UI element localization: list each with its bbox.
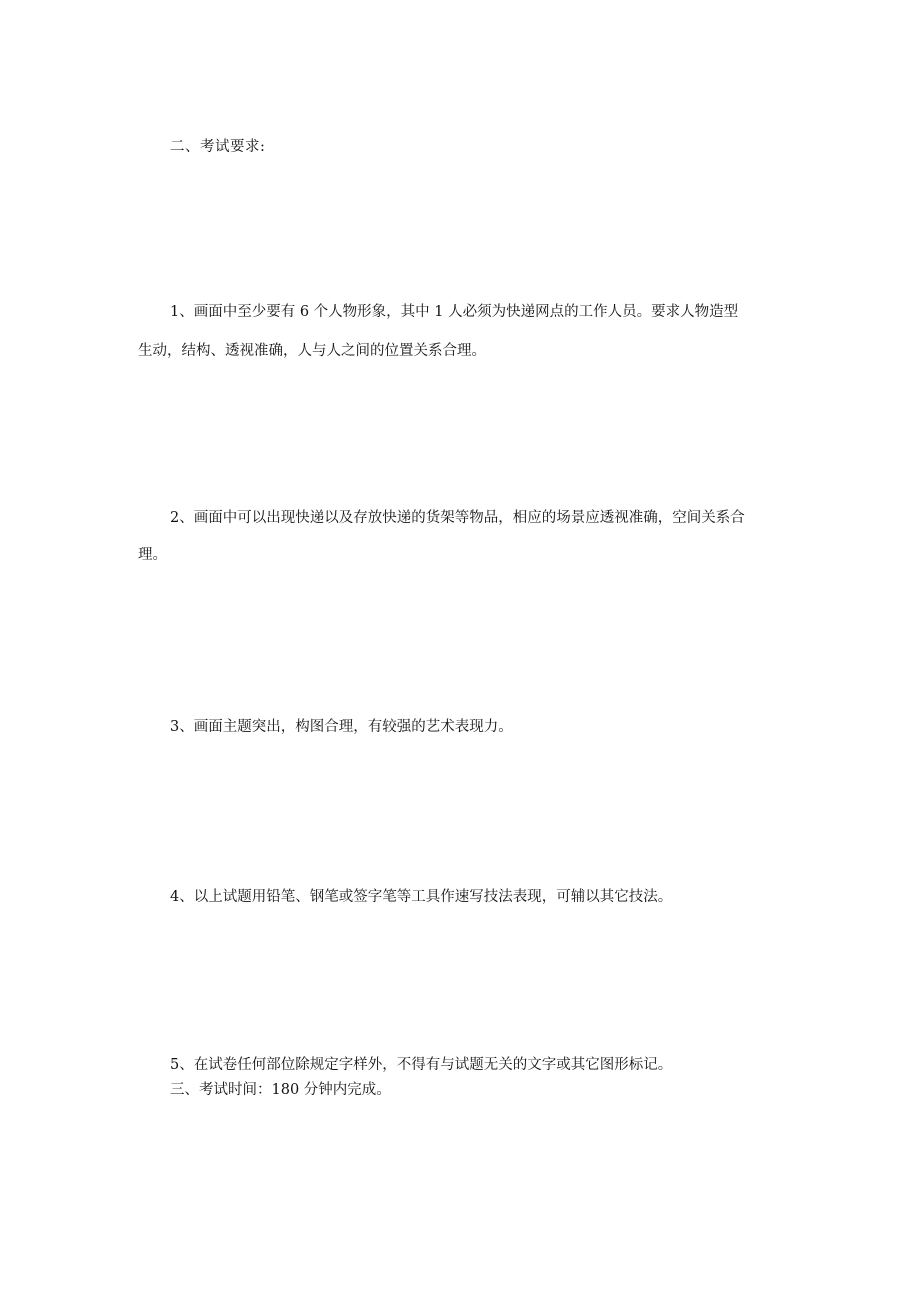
requirement-2-line-1: 2、画面中可以出现快递以及存放快递的货架等物品，相应的场景应透视准确，空间关系合 bbox=[170, 510, 745, 526]
requirement-4: 4、以上试题用铅笔、钢笔或签字笔等工具作速写技法表现，可辅以其它技法。 bbox=[170, 889, 673, 905]
requirement-2-line-2: 理。 bbox=[138, 547, 167, 563]
requirement-1-line-1: 1、画面中至少要有 6 个人物形象，其中 1 人必须为快递网点的工作人员。要求人物造型 bbox=[170, 304, 739, 320]
requirement-3: 3、画面主题突出，构图合理，有较强的艺术表现力。 bbox=[170, 719, 513, 735]
section-two-heading: 二、考试要求: bbox=[170, 139, 266, 155]
requirement-1-line-2: 生动，结构、透视准确，人与人之间的位置关系合理。 bbox=[138, 343, 486, 359]
section-three-exam-time: 三、考试时间：180 分钟内完成。 bbox=[170, 1082, 391, 1098]
requirement-5: 5、在试卷任何部位除规定字样外，不得有与试题无关的文字或其它图形标记。 bbox=[170, 1057, 673, 1073]
